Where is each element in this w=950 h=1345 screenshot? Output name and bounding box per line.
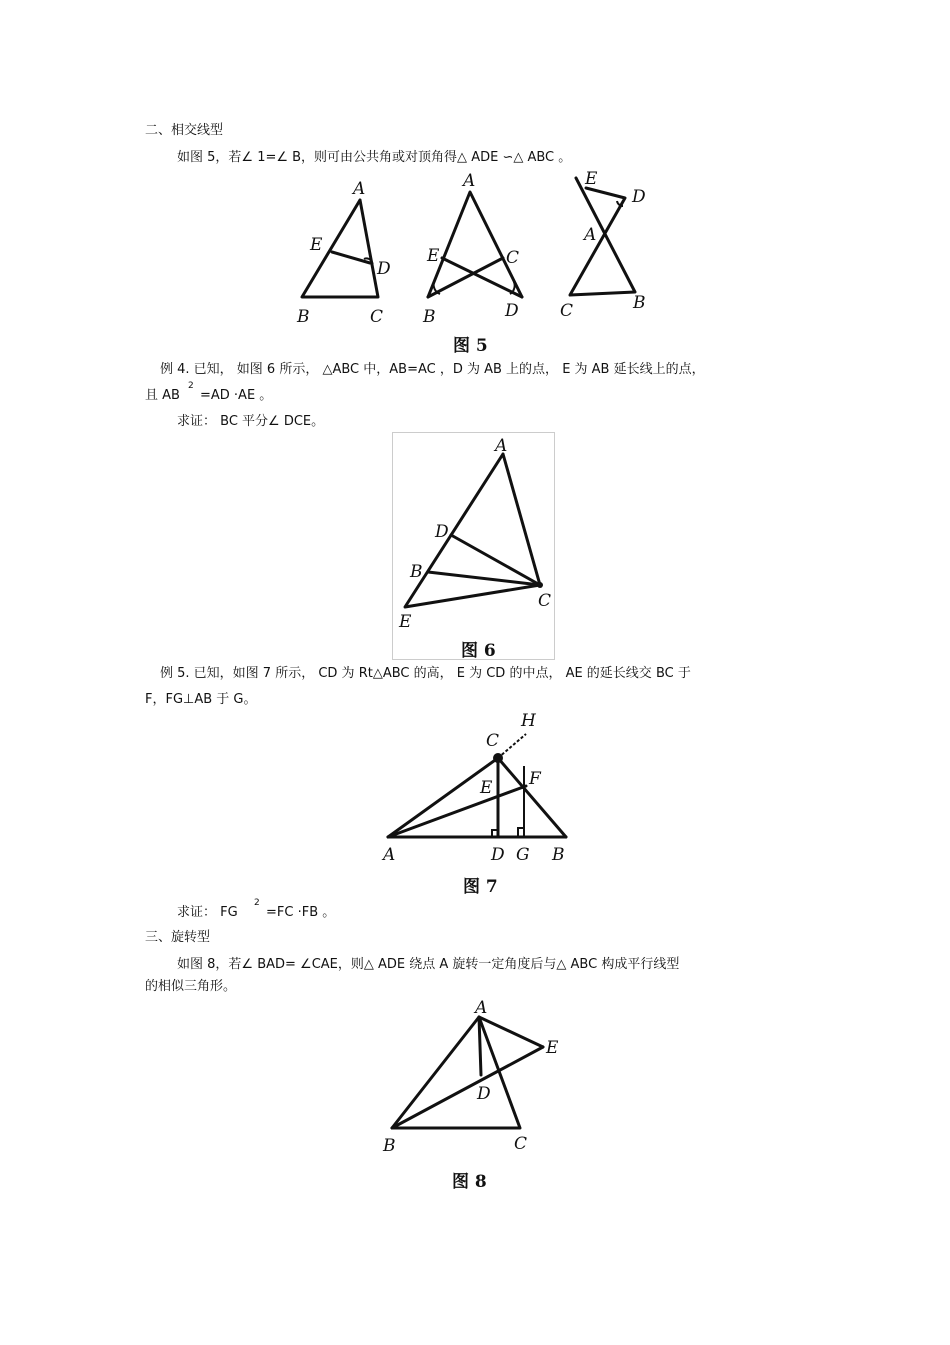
fig7-segment-af	[388, 786, 526, 837]
fig5-label-b1: B	[297, 307, 310, 327]
fig5-label-d1: D	[377, 259, 391, 279]
fig5-segment-ed-1	[332, 252, 370, 263]
section-2-title: 二、相交线型	[145, 123, 224, 138]
example-4-line-1: 例 4. 已知， 如图 6 所示， △ABC 中，AB=AC ，D 为 AB 上的点， E 为 AB 延长线上的点，	[160, 362, 705, 377]
fig7-segment-ch	[498, 734, 526, 758]
fig7-label-a: A	[383, 845, 396, 865]
fig6-label-a: A	[495, 436, 508, 456]
fig5-label-a3: A	[584, 225, 597, 245]
section-3-line-1: 如图 8，若∠ BAD= ∠CAE，则△ ADE 绕点 A 旋转一定角度后与△ ABC 构成平行线型	[177, 957, 680, 972]
example-5-line-2: F，FG⊥AB 于 G。	[145, 692, 257, 707]
fig5-label-e1: E	[310, 235, 323, 255]
fig7-label-b: B	[552, 845, 565, 865]
fig8-label-e: E	[546, 1038, 559, 1058]
fig5-label-c2: C	[506, 248, 520, 268]
fig8-label-b: B	[383, 1136, 396, 1156]
fig5-label-d3: D	[632, 187, 646, 207]
fig6-label-d: D	[435, 522, 449, 542]
fig5-label-c3: C	[560, 301, 574, 321]
fig8-label-c: C	[514, 1134, 528, 1154]
fig5-figure-3	[570, 178, 635, 295]
fig8-label-a: A	[475, 998, 488, 1018]
fig7-label-e: E	[480, 778, 493, 798]
fig7-label-d: D	[491, 845, 505, 865]
fig7-label-g: G	[516, 845, 530, 865]
fig6-point-c	[537, 582, 543, 588]
example-5-superscript: 2	[254, 898, 260, 908]
fig6-label-c: C	[538, 591, 552, 611]
figure-7	[380, 708, 580, 868]
fig5-label-b2: B	[423, 307, 436, 327]
figure-7-caption: 图 7	[463, 877, 498, 897]
example-4-line-2a: 且 AB	[145, 388, 180, 403]
section-3-title: 三、旋转型	[145, 930, 211, 945]
example-5-prove-a: 求证： FG	[177, 905, 238, 920]
fig8-segment-be	[392, 1047, 543, 1128]
fig6-label-b: B	[410, 562, 423, 582]
example-4-prove: 求证： BC 平分∠ DCE。	[177, 414, 325, 429]
fig7-label-f: F	[529, 769, 541, 789]
fig8-segment-ad	[479, 1017, 481, 1075]
fig5-label-a2: A	[463, 171, 476, 191]
figure-6	[392, 432, 555, 660]
example-4-line-2b: =AD ·AE 。	[200, 388, 273, 403]
fig8-triangle-abc	[392, 1017, 520, 1128]
figure-5	[290, 170, 660, 330]
example-5-line-1: 例 5. 已知，如图 7 所示， CD 为 Rt△ABC 的高， E 为 CD 的中点， AE 的延长线交 BC 于	[160, 666, 691, 681]
example-5-prove-b: =FC ·FB 。	[266, 905, 336, 920]
fig5-label-a1: A	[353, 179, 366, 199]
figure-8	[380, 995, 580, 1160]
section-2-text: 如图 5，若∠ 1=∠ B，则可由公共角或对顶角得△ ADE ∽△ ABC 。	[177, 150, 572, 165]
fig5-figure-2	[428, 192, 522, 297]
fig7-label-h: H	[521, 711, 536, 731]
figure-6-caption: 图 6	[461, 641, 496, 661]
fig5-label-d2: D	[505, 301, 519, 321]
fig5-label-e2: E	[427, 246, 440, 266]
fig7-label-c: C	[486, 731, 500, 751]
figure-8-caption: 图 8	[452, 1172, 487, 1192]
fig5-label-e3: E	[585, 169, 598, 189]
fig7-point-c	[493, 753, 503, 763]
example-4-superscript: 2	[188, 381, 194, 391]
section-3-line-2: 的相似三角形。	[145, 979, 237, 994]
fig5-label-c1: C	[370, 307, 384, 327]
fig6-label-e: E	[399, 612, 412, 632]
figure-5-caption: 图 5	[453, 336, 488, 356]
fig8-label-d: D	[477, 1084, 491, 1104]
fig5-label-b3: B	[633, 293, 646, 313]
